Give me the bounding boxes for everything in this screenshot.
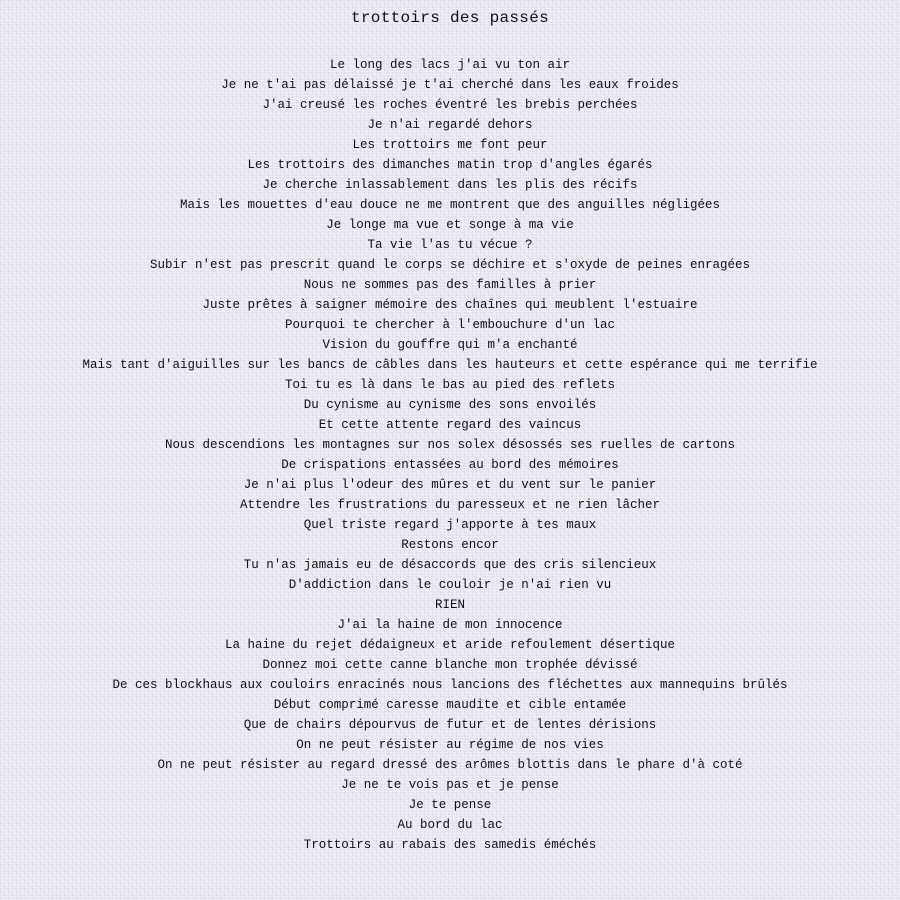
poem-line: Je ne te vois pas et je pense	[341, 778, 559, 792]
poem-line: J'ai la haine de mon innocence	[337, 618, 563, 632]
poem-line: Juste prêtes à saigner mémoire des chaînes qui meublent l'estuaire	[202, 298, 698, 312]
poem-line: Attendre les frustrations du paresseux et ne rien lâcher	[239, 498, 661, 512]
poem-line: Je ne t'ai pas délaissé je t'ai cherché dans les eaux froides	[221, 78, 679, 92]
poem-line: Que de chairs dépourvus de futur et de lentes dérisions	[243, 718, 657, 732]
poem-line: Nous ne sommes pas des familles à prier	[303, 278, 597, 292]
poem-line: Quel triste regard j'apporte à tes maux	[303, 518, 597, 532]
poem-line: Au bord du lac	[397, 818, 503, 832]
poem-line: On ne peut résister au regard dressé des arômes blottis dans le phare d'à coté	[157, 758, 743, 772]
poem-line: On ne peut résister au régime de nos vies	[296, 738, 604, 752]
poem-line: Ta vie l'as tu vécue ?	[367, 238, 533, 252]
poem-line: Le long des lacs j'ai vu ton air	[329, 58, 571, 72]
poem-line: Je te pense	[408, 798, 492, 812]
poem-line: Mais tant d'aiguilles sur les bancs de câbles dans les hauteurs et cette espérance qui me terrifie	[82, 358, 818, 372]
poem-line: Je n'ai regardé dehors	[367, 118, 533, 132]
poem-line: D'addiction dans le couloir je n'ai rien vu	[288, 578, 612, 592]
poem-title: trottoirs des passés	[350, 9, 550, 27]
poem-line: Donnez moi cette canne blanche mon trophée dévissé	[262, 658, 638, 672]
poem-line: De ces blockhaus aux couloirs enracinés nous lancions des fléchettes aux mannequins brûlés	[112, 678, 788, 692]
poem-line: La haine du rejet dédaigneux et aride refoulement désertique	[224, 638, 676, 652]
poem-line: J'ai creusé les roches éventré les brebis perchées	[262, 98, 638, 112]
poem-line: Pourquoi te chercher à l'embouchure d'un lac	[284, 318, 616, 332]
poem-line: Je n'ai plus l'odeur des mûres et du vent sur le panier	[243, 478, 657, 492]
poem-line: Mais les mouettes d'eau douce ne me montrent que des anguilles négligées	[179, 198, 721, 212]
poem-line: Début comprimé caresse maudite et cible entamée	[273, 698, 627, 712]
poem-body	[0, 55, 900, 855]
poem-line: Je cherche inlassablement dans les plis des récifs	[262, 178, 638, 192]
poem-line: Les trottoirs me font peur	[352, 138, 548, 152]
poem-line: Tu n'as jamais eu de désaccords que des cris silencieux	[243, 558, 657, 572]
poem-line: Les trottoirs des dimanches matin trop d'angles égarés	[247, 158, 653, 172]
poem-line: RIEN	[434, 598, 465, 612]
poem-line: De crispations entassées au bord des mémoires	[281, 458, 619, 472]
poem-line: Du cynisme au cynisme des sons envoilés	[303, 398, 597, 412]
poem-line: Et cette attente regard des vaincus	[318, 418, 582, 432]
poem-line: Nous descendions les montagnes sur nos solex désossés ses ruelles de cartons	[164, 438, 736, 452]
poem-line: Je longe ma vue et songe à ma vie	[326, 218, 574, 232]
poem-line: Trottoirs au rabais des samedis éméchés	[303, 838, 597, 852]
poem-line: Vision du gouffre qui m'a enchanté	[322, 338, 578, 352]
poem-line: Subir n'est pas prescrit quand le corps se déchire et s'oxyde de peines enragées	[149, 258, 751, 272]
poem-line: Restons encor	[401, 538, 499, 552]
poem-line: Toi tu es là dans le bas au pied des reflets	[284, 378, 616, 392]
